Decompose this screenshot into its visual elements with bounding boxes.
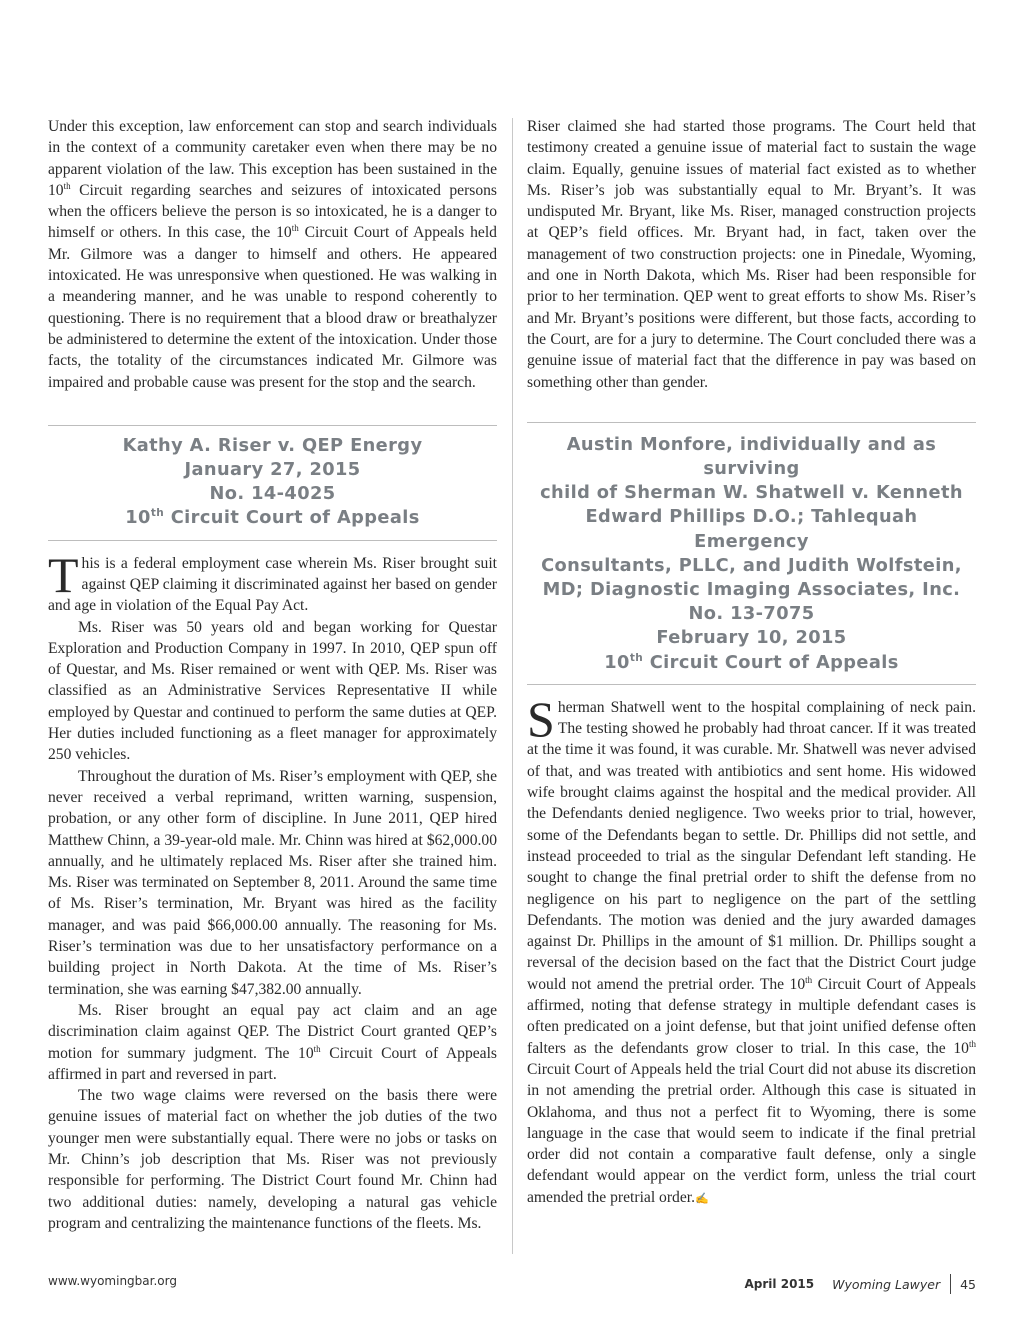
case1-court: 10th Circuit Court of Appeals — [125, 507, 420, 529]
signoff-pen-icon: ✍ — [695, 1192, 709, 1205]
left-column — [48, 116, 497, 1234]
case2-date: February 10, 2015 — [656, 627, 847, 649]
case2-heading — [527, 423, 976, 684]
case2-title-line-1: Austin Monfore, individually and as surviving — [566, 433, 937, 480]
case2-title-line-4: Consultants, PLLC, and Judith Wolfstein, — [541, 554, 962, 576]
dropcap-s: S — [527, 690, 555, 747]
case1-heading — [48, 426, 497, 540]
case1-continued-paragraph: Riser claimed she had started those programs. The Court held that testimony created a genuine issue of material fact to sustain the wage claim. Equally, genuine issues of material fact existed as to whether Ms. Riser’s job was substantially equal to Mr. Bryant’s. It was undisputed Mr. Bryant, like Ms. Riser, managed construction projects at QEP’s field offices. Mr. Bryant had, in fact, taken over the management of two construction projects: one in Pinedale, Wyoming, and one in North Dakota, which Ms. Riser had been responsible for prior to her termination. QEP went to great efforts to show Ms. Riser’s and Mr. Bryant’s positions were different, but those facts, according to the Court, are for a jury to determine. The Court concluded there was a genuine issue of material fact that the difference in pay was based on something other than gender. — [527, 118, 976, 391]
case2-title-line-3: Edward Phillips D.O.; Tahlequah Emergency — [585, 506, 918, 552]
footer-magazine: Wyoming Lawyer — [832, 1276, 941, 1292]
footer-issue — [745, 1274, 976, 1294]
right-column — [527, 116, 976, 1210]
case1-paragraph-1: This is a federal employment case wherein Ms. Riser brought suit against QEP claiming it discriminated against her based on gender and age in violation of the Equal Pay Act. — [48, 546, 497, 615]
dropcap-t: T — [48, 546, 79, 603]
case1-title: Kathy A. Riser v. QEP Energy — [122, 434, 423, 456]
case1-paragraph-4: Ms. Riser brought an equal pay act claim and an age discrimination claim against QEP. The District Court granted QEP’s motion for summary judgment. The 10th Circuit Court of Appeals affirmed in part and reversed in part. — [48, 1001, 497, 1083]
case2-title-line-5: MD; Diagnostic Imaging Associates, Inc. — [542, 579, 961, 601]
case1-paragraph-5: The two wage claims were reversed on the basis there were genuine issues of material fact on whether the job duties of the two younger men were substantially equal. There were no jobs or tasks on Mr. Chinn’s job description that Ms. Riser was not previously responsible for performing. The District Court found Mr. Chinn had two additional duties: namely, developing a natural gas vehicle program and centralizing the maintenance functions of the fleets. Ms. — [48, 1087, 497, 1232]
footer-url[interactable]: www.wyomingbar.org — [48, 1274, 177, 1288]
intro-paragraph: Under this exception, law enforcement can stop and search individuals in the context of a community caretaker even when there may be no apparent violation of the law. This exception has been sustained in the 10th Circuit regarding searches and seizures of intoxicated persons when the officers believe the person is so intoxicated, he is a danger to himself or others. In this case, the 10th Circuit Court of Appeals held Mr. Gilmore was a danger to himself and others. He appeared intoxicated. He was unresponsive when questioned. He was walking in a meandering manner, and he was unable to respond coherently to questioning. There is no requirement that a blood draw or breathalyzer be administered to determine the extent of the intoxication. Under those facts, the totality of the circumstances indicated Mr. Gilmore was impaired and probable cause was present for the stop and the search. — [48, 118, 497, 391]
case2-court: 10th Circuit Court of Appeals — [604, 651, 899, 673]
case2-paragraph-1: Sherman Shatwell went to the hospital complaining of neck pain. The testing showed he probably had throat cancer. If it was treated at the time it was found, it was curable. Mr. Shatwell was never advised of that, and was treated with antibiotics and sent home. His widowed wife brought claims against the hospital and the medical provider. All the Defendants denied negligence. Two weeks prior to trial, however, some of the Defendants began to settle. Dr. Phillips did not settle, and instead proceeded to trial as the singular Defendant left standing. He sought to change the final pretrial order to shift the defense from no negligence on his part to negligence on the part of the settling Defendants. The motion was denied and the jury awarded damages against Dr. Phillips in the amount of $1 million. Dr. Phillips sought a reversal of the decision based on the fact that the District Court judge would not amend the pretrial order. The 10th Circuit Court of Appeals affirmed, noting that defense strategy in multiple defendant cases is often predicated on a joint defense, but that joint unified defense often falters as the defendants grow closer to trial. In this case, the 10th Circuit Court of Appeals held the trial Court did not abuse its discretion in not amending the pretrial order. Although this case is situated in Oklahoma, and thus not a perfect fit to Wyoming, there is some language in the case that would seem to indicate if the final pretrial order did not contain a comparative fault defense, only a single defendant would appear on the verdict form, unless the trial court amended the pretrial order.✍ — [527, 690, 976, 1206]
case1-date: January 27, 2015 — [184, 459, 361, 481]
footer-month: April 2015 — [744, 1277, 815, 1291]
case1-paragraph-3: Throughout the duration of Ms. Riser’s employment with QEP, she never received a verbal reprimand, written warning, suspension, probation, or any other form of discipline. In June 2011, QEP hired Matthew Chinn, a 39-year-old male. Mr. Chinn was hired at $62,000.00 annually, and he ultimately replaced Ms. Riser after she trained him. Ms. Riser was terminated on September 8, 2011. Around the same time of Ms. Riser’s termination, Mr. Bryant was hired as the facility manager, and was paid $66,000.00 annually. The reasoning for Ms. Riser’s termination was due to her unsatisfactory performance on a building project in North Dakota. At the time of Ms. Riser’s termination, she was earning $47,382.00 annually. — [48, 767, 497, 998]
case2-number: No. 13-7075 — [688, 603, 815, 625]
case1-number: No. 14-4025 — [209, 483, 336, 505]
section-rule — [48, 540, 497, 541]
case2-title-line-2: child of Sherman W. Shatwell v. Kenneth — [540, 482, 963, 504]
case1-paragraph-2: Ms. Riser was 50 years old and began working for Questar Exploration and Production Company in 1997. In 2010, QEP spun off of Questar, and Ms. Riser remained or went with QEP. Ms. Riser was classified as an Administrative Services Representative II while employed by Questar and continued to perform the same duties at QEP. Her duties included functioning as a fleet manager for approximately 250 vehicles. — [48, 618, 497, 764]
column-divider — [512, 118, 513, 1254]
footer-separator — [950, 1274, 951, 1294]
section-rule — [527, 684, 976, 685]
footer-page-number: 45 — [960, 1276, 976, 1292]
